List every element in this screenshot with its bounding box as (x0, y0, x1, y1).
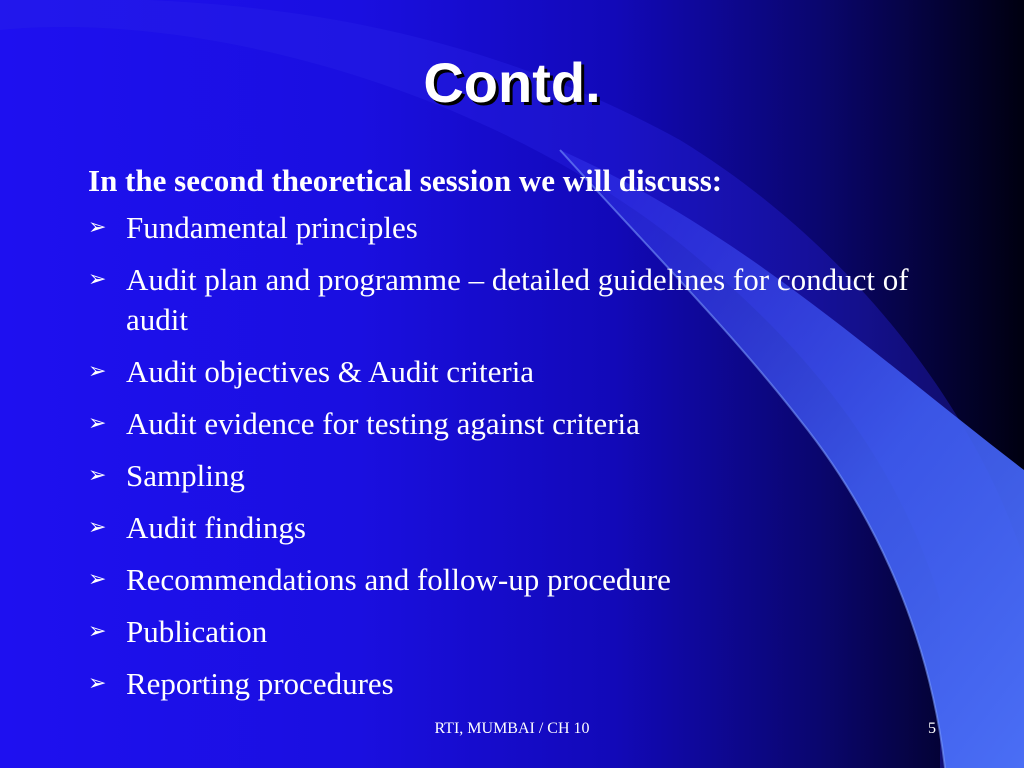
list-item (88, 404, 968, 444)
arrow-bullet-icon: ➢ (88, 359, 107, 384)
list-item-text: Fundamental principles (126, 210, 418, 245)
arrow-bullet-icon: ➢ (88, 671, 107, 696)
list-item-text: Audit objectives & Audit criteria (126, 354, 535, 389)
list-item (88, 456, 968, 496)
bullet-list (88, 208, 968, 704)
list-item-text: Publication (126, 614, 268, 649)
list-item (88, 664, 968, 704)
page-number: 5 (928, 720, 936, 737)
list-item (88, 352, 968, 392)
arrow-bullet-icon: ➢ (88, 215, 107, 240)
slide-body (88, 160, 968, 716)
list-item (88, 260, 968, 340)
list-item-text: Audit findings (126, 510, 306, 545)
arrow-bullet-icon: ➢ (88, 267, 107, 292)
slide-title: Contd. (423, 51, 601, 114)
list-item (88, 508, 968, 548)
list-item-text: Audit evidence for testing against criteria (126, 406, 640, 441)
arrow-bullet-icon: ➢ (88, 567, 107, 592)
arrow-bullet-icon: ➢ (88, 463, 107, 488)
arrow-bullet-icon: ➢ (88, 619, 107, 644)
list-item-text: Sampling (126, 458, 245, 493)
arrow-bullet-icon: ➢ (88, 411, 107, 436)
list-item (88, 612, 968, 652)
arrow-bullet-icon: ➢ (88, 515, 107, 540)
intro-text: In the second theoretical session we will discuss: (88, 163, 723, 198)
list-item-text: Audit plan and programme – detailed guidelines for conduct of audit (126, 262, 909, 337)
slide-footer: RTI, MUMBAI / CH 10 (434, 720, 590, 737)
list-item-text: Recommendations and follow-up procedure (126, 562, 671, 597)
list-item-text: Reporting procedures (126, 666, 394, 701)
list-item (88, 208, 968, 248)
list-item (88, 560, 968, 600)
